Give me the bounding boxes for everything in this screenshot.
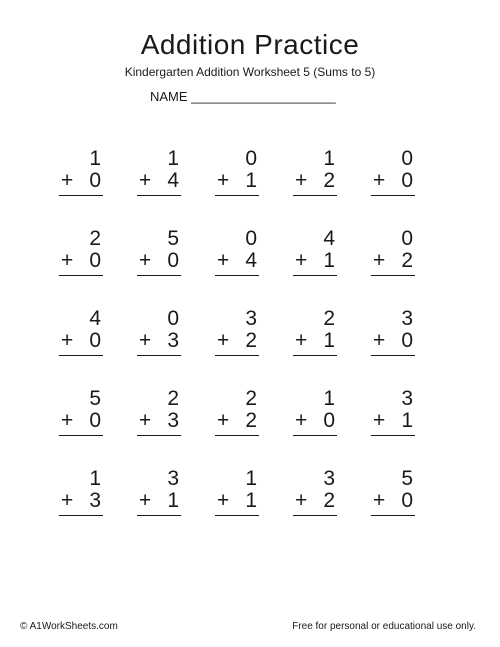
- bottom-addend: 0: [89, 329, 101, 352]
- top-addend: 2: [245, 387, 257, 410]
- top-addend: 1: [167, 147, 179, 170]
- bottom-addend: 4: [167, 169, 179, 192]
- plus-sign: +: [217, 489, 230, 512]
- bottom-addend: 2: [401, 249, 413, 272]
- answer-line: [215, 275, 259, 276]
- addition-problem: [133, 225, 211, 305]
- top-addend: 4: [89, 307, 101, 330]
- top-addend: 5: [401, 467, 413, 490]
- plus-sign: +: [295, 329, 308, 352]
- addition-problem: [289, 225, 367, 305]
- bottom-addend: 3: [167, 329, 179, 352]
- top-addend: 2: [167, 387, 179, 410]
- top-addend: 0: [401, 227, 413, 250]
- answer-line: [215, 515, 259, 516]
- addition-problem: [211, 225, 289, 305]
- answer-line: [371, 435, 415, 436]
- answer-line: [215, 195, 259, 196]
- addition-problem: [55, 145, 133, 225]
- top-addend: 0: [401, 147, 413, 170]
- plus-sign: +: [373, 169, 386, 192]
- plus-sign: +: [373, 249, 386, 272]
- top-addend: 5: [89, 387, 101, 410]
- answer-line: [59, 515, 103, 516]
- answer-line: [293, 515, 337, 516]
- bottom-addend: 3: [167, 409, 179, 432]
- addition-problem: [133, 145, 211, 225]
- top-addend: 1: [323, 387, 335, 410]
- top-addend: 3: [245, 307, 257, 330]
- bottom-addend: 1: [245, 489, 257, 512]
- answer-line: [371, 195, 415, 196]
- top-addend: 3: [401, 307, 413, 330]
- top-addend: 1: [89, 147, 101, 170]
- answer-line: [371, 515, 415, 516]
- addition-problem: [367, 225, 445, 305]
- bottom-addend: 2: [245, 409, 257, 432]
- plus-sign: +: [217, 249, 230, 272]
- answer-line: [215, 355, 259, 356]
- plus-sign: +: [295, 169, 308, 192]
- answer-line: [59, 355, 103, 356]
- bottom-addend: 0: [401, 489, 413, 512]
- answer-line: [59, 435, 103, 436]
- addition-problem: [367, 465, 445, 545]
- top-addend: 3: [323, 467, 335, 490]
- answer-line: [137, 275, 181, 276]
- top-addend: 3: [167, 467, 179, 490]
- answer-line: [371, 355, 415, 356]
- plus-sign: +: [139, 489, 152, 512]
- top-addend: 0: [245, 227, 257, 250]
- top-addend: 2: [89, 227, 101, 250]
- addition-problem: [55, 465, 133, 545]
- addition-problem: [55, 305, 133, 385]
- addition-problem: [133, 305, 211, 385]
- answer-line: [59, 275, 103, 276]
- addition-problem: [289, 465, 367, 545]
- bottom-addend: 0: [167, 249, 179, 272]
- plus-sign: +: [217, 169, 230, 192]
- answer-line: [137, 195, 181, 196]
- answer-line: [215, 435, 259, 436]
- bottom-addend: 1: [245, 169, 257, 192]
- answer-line: [137, 435, 181, 436]
- plus-sign: +: [373, 489, 386, 512]
- answer-line: [137, 355, 181, 356]
- plus-sign: +: [295, 489, 308, 512]
- bottom-addend: 4: [245, 249, 257, 272]
- plus-sign: +: [61, 169, 74, 192]
- top-addend: 4: [323, 227, 335, 250]
- addition-problem: [133, 385, 211, 465]
- top-addend: 1: [89, 467, 101, 490]
- copyright-footer: © A1WorkSheets.com: [20, 621, 118, 632]
- plus-sign: +: [295, 249, 308, 272]
- addition-problem: [289, 305, 367, 385]
- bottom-addend: 1: [167, 489, 179, 512]
- answer-line: [293, 435, 337, 436]
- addition-problem: [133, 465, 211, 545]
- addition-problem: [367, 305, 445, 385]
- plus-sign: +: [139, 409, 152, 432]
- plus-sign: +: [61, 329, 74, 352]
- addition-problem: [211, 385, 289, 465]
- plus-sign: +: [217, 409, 230, 432]
- bottom-addend: 2: [323, 169, 335, 192]
- top-addend: 1: [323, 147, 335, 170]
- bottom-addend: 1: [401, 409, 413, 432]
- bottom-addend: 2: [245, 329, 257, 352]
- plus-sign: +: [61, 489, 74, 512]
- addition-problem: [55, 385, 133, 465]
- bottom-addend: 0: [89, 169, 101, 192]
- bottom-addend: 0: [89, 249, 101, 272]
- bottom-addend: 0: [323, 409, 335, 432]
- addition-problem: [211, 465, 289, 545]
- bottom-addend: 0: [401, 169, 413, 192]
- top-addend: 0: [245, 147, 257, 170]
- bottom-addend: 3: [89, 489, 101, 512]
- addition-problem: [289, 385, 367, 465]
- answer-line: [293, 275, 337, 276]
- top-addend: 5: [167, 227, 179, 250]
- answer-line: [293, 355, 337, 356]
- top-addend: 2: [323, 307, 335, 330]
- plus-sign: +: [139, 249, 152, 272]
- answer-line: [371, 275, 415, 276]
- plus-sign: +: [61, 409, 74, 432]
- worksheet-title: Addition Practice: [140, 29, 360, 60]
- problem-grid: [55, 145, 445, 545]
- bottom-addend: 1: [323, 249, 335, 272]
- bottom-addend: 0: [89, 409, 101, 432]
- plus-sign: +: [373, 409, 386, 432]
- plus-sign: +: [139, 329, 152, 352]
- addition-problem: [367, 145, 445, 225]
- worksheet-subtitle: Kindergarten Addition Worksheet 5 (Sums to 5): [124, 65, 376, 79]
- bottom-addend: 0: [401, 329, 413, 352]
- plus-sign: +: [373, 329, 386, 352]
- plus-sign: +: [295, 409, 308, 432]
- bottom-addend: 2: [323, 489, 335, 512]
- usage-footer: Free for personal or educational use only.: [292, 621, 476, 632]
- plus-sign: +: [217, 329, 230, 352]
- addition-problem: [289, 145, 367, 225]
- answer-line: [59, 195, 103, 196]
- name-field-label: NAME ____________________: [150, 89, 336, 104]
- top-addend: 1: [245, 467, 257, 490]
- plus-sign: +: [139, 169, 152, 192]
- addition-problem: [367, 385, 445, 465]
- top-addend: 0: [167, 307, 179, 330]
- addition-problem: [211, 145, 289, 225]
- top-addend: 3: [401, 387, 413, 410]
- plus-sign: +: [61, 249, 74, 272]
- addition-problem: [55, 225, 133, 305]
- addition-problem: [211, 305, 289, 385]
- answer-line: [293, 195, 337, 196]
- bottom-addend: 1: [323, 329, 335, 352]
- answer-line: [137, 515, 181, 516]
